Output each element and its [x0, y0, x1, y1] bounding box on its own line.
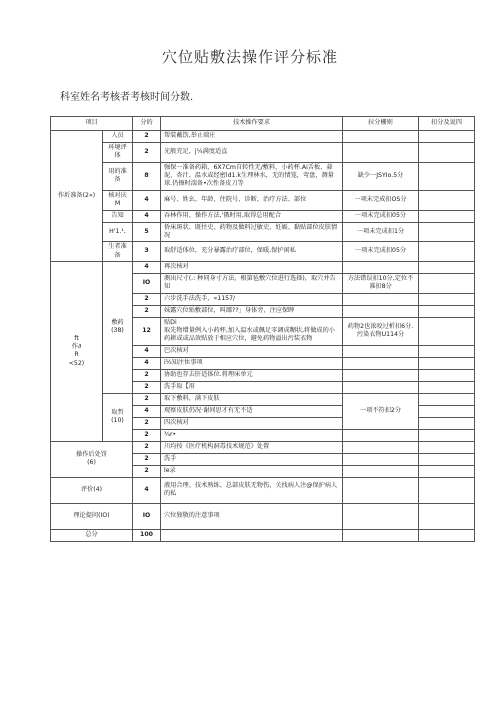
rule-cell — [343, 503, 419, 529]
rule-cell: 一项未完成扣1分 — [343, 222, 419, 242]
rule-cell — [343, 453, 419, 465]
notes-cell — [419, 190, 475, 210]
rule-cell: 方法错误扣10分,定位不准扣8分 — [343, 273, 419, 293]
subsection-label: 用的准备 — [103, 162, 133, 190]
requirement-cell: 川均按《医疗机构洞毒技术规范》处置 — [161, 441, 343, 453]
score-cell: 2 — [133, 293, 161, 305]
requirement-cell: 六步洗手法洗手，«1157/ — [161, 293, 343, 305]
table-row — [51, 477, 475, 503]
requirement-cell: ¾r• — [161, 429, 343, 441]
subsection-label: H'1.¹, — [103, 222, 133, 242]
notes-cell — [419, 261, 475, 273]
requirement-cell: 四次核对 — [161, 417, 343, 429]
score-cell: 2 — [133, 305, 161, 317]
rule-cell: 药物2也浓咬过析扣6分.污染衣物U114分 — [343, 317, 419, 345]
score-cell: 4 — [133, 345, 161, 357]
score-cell: 8 — [133, 162, 161, 190]
header-item: 项目 — [51, 117, 133, 131]
notes-cell — [419, 405, 475, 417]
total-label: 总分 — [51, 529, 133, 541]
score-cell: 4 — [133, 477, 161, 503]
notes-cell — [419, 293, 475, 305]
requirement-cell: 取下敷料，满下皮肤 — [161, 393, 343, 405]
score-cell: 4 — [133, 405, 161, 417]
rule-cell — [343, 305, 419, 317]
requirement-cell: 妹露穴位贴敷部位，叫鄙??」身体旁，注应保睥 — [161, 305, 343, 317]
table-row — [51, 441, 475, 453]
score-cell: 2 — [133, 143, 161, 163]
subsection-label: 生者准备 — [103, 242, 133, 262]
notes-cell — [419, 357, 475, 369]
requirement-cell: 测出尺寸(.: 种同身寸方法，根第毡敷穴位进行选择)，取穴并告知 — [161, 273, 343, 293]
requirement-cell: 洗手 — [161, 453, 343, 465]
score-cell: IO — [133, 503, 161, 529]
table-header-row — [51, 117, 475, 131]
table-row — [51, 162, 475, 190]
score-cell: 2 — [133, 393, 161, 405]
score-cell: 4 — [133, 210, 161, 222]
score-cell: 2 — [133, 417, 161, 429]
section-label: 评价(4) — [51, 477, 133, 503]
subsection-label: 告知 — [103, 210, 133, 222]
subsection-label: 人员 — [103, 131, 133, 143]
rule-cell — [343, 477, 419, 503]
requirement-cell: i¼知注隹事项 — [161, 357, 343, 369]
notes-cell — [419, 143, 475, 163]
notes-cell — [419, 393, 475, 405]
notes-cell — [419, 417, 475, 429]
notes-cell — [419, 242, 475, 262]
rule-cell: 缺少一JSYIo.5分 — [343, 162, 419, 190]
requirement-cell: 协助也存去肝适体位.将理床单元 — [161, 369, 343, 381]
requirement-cell: 穴位独敬的注意事项 — [161, 503, 343, 529]
subsection-label: 敷药(38) — [103, 261, 133, 393]
section-label: 理论提问(IO) — [51, 503, 133, 529]
rule-cell — [343, 465, 419, 477]
scoring-table — [50, 116, 475, 542]
requirement-cell: 麻号、姓幺、年龄、住院号、诊断、治疗方法、部位 — [161, 190, 343, 210]
rule-cell — [343, 143, 419, 163]
score-cell: 2 — [133, 429, 161, 441]
requirement-cell: 取舒适体位，充分暴露治疗部位，保暖,保护闲私 — [161, 242, 343, 262]
requirement-cell: 液用合理、技术熟练、总部皮肤无物伤，关找病人注@保护病人的私 — [161, 477, 343, 503]
requirement-cell: 观察皮肤仍况·谢问思才有无不适 — [161, 405, 343, 417]
notes-cell — [419, 529, 475, 541]
rule-cell — [343, 131, 419, 143]
score-cell: 2 — [133, 465, 161, 477]
table-row — [51, 393, 475, 405]
rule-cell — [343, 529, 419, 541]
score-cell: 3 — [133, 242, 161, 262]
table-row — [51, 261, 475, 273]
score-cell: 2 — [133, 453, 161, 465]
table-row — [51, 131, 475, 143]
rule-cell: 一项未完成扣05分 — [343, 242, 419, 262]
notes-cell — [419, 345, 475, 357]
table-row — [51, 242, 475, 262]
subsection-label: 取哲(10) — [103, 393, 133, 441]
requirement-cell — [161, 529, 343, 541]
requirement-cell: 侨床斑状、既往史、药物及做料过敏史、妊娠、黏贴部位皮肤情况 — [161, 222, 343, 242]
notes-cell — [419, 317, 475, 345]
score-cell: 2 — [133, 441, 161, 453]
requirement-cell: 帮装戴饬,举止端庄 — [161, 131, 343, 143]
notes-cell — [419, 210, 475, 222]
score-cell: 4 — [133, 357, 161, 369]
notes-cell — [419, 381, 475, 393]
rule-cell — [343, 429, 419, 441]
rule-cell: 一项未完成扣OS分 — [343, 190, 419, 210]
notes-cell — [419, 465, 475, 477]
table-row — [51, 529, 475, 541]
rule-cell — [343, 357, 419, 369]
rule-cell: 一项未完成扣05分 — [343, 210, 419, 222]
exam-info-line: 科室姓名考核者考核时间分数. — [60, 92, 194, 103]
notes-cell — [419, 441, 475, 453]
notes-cell — [419, 222, 475, 242]
requirement-cell: 再次核对 — [161, 261, 343, 273]
rule-cell: 一项不符扣2分 — [343, 393, 419, 429]
table-row — [51, 190, 475, 210]
header-deduction-notes: 扣分及说四 — [419, 117, 475, 131]
requirement-cell: 光般充足，j¼满度适直 — [161, 143, 343, 163]
header-score: 分的 — [133, 117, 161, 131]
rule-cell — [343, 345, 419, 357]
rule-cell — [343, 293, 419, 305]
score-cell: 4 — [133, 261, 161, 273]
score-cell: 2 — [133, 131, 161, 143]
table-row — [51, 210, 475, 222]
score-cell: 2 — [133, 369, 161, 381]
notes-cell — [419, 369, 475, 381]
requirement-cell: 贴Di 取先物增量例入小药杯,加入温水或佩足零调成糊状,将做成的小药耕或或品效贴放于相应穴位，避免药物溢出污装衣物 — [161, 317, 343, 345]
notes-cell — [419, 305, 475, 317]
requirement-cell: le录 — [161, 465, 343, 477]
section-label: 作圻准备(2«) — [51, 131, 103, 262]
score-cell: 12 — [133, 317, 161, 345]
total-score: 100 — [133, 529, 161, 541]
requirement-cell: 吞林作用、操作方法,'俄时用,取得总用配合 — [161, 210, 343, 222]
score-cell: 4 — [133, 190, 161, 210]
document-title: 穴位贴敷法操作评分标准 — [161, 48, 338, 66]
notes-cell — [419, 273, 475, 293]
score-cell: 5 — [133, 222, 161, 242]
score-cell: 2 — [133, 381, 161, 393]
table-row — [51, 503, 475, 529]
subsection-label: 核对庆M — [103, 190, 133, 210]
section-label: ft 作∂ R <52) — [51, 261, 103, 441]
score-cell: IO — [133, 273, 161, 293]
requirement-cell: 巴次核对 — [161, 345, 343, 357]
table-row — [51, 222, 475, 242]
notes-cell — [419, 453, 475, 465]
rule-cell — [343, 369, 419, 381]
notes-cell — [419, 162, 475, 190]
requirement-cell: 洗手取【用 — [161, 381, 343, 393]
notes-cell — [419, 477, 475, 503]
notes-cell — [419, 503, 475, 529]
rule-cell — [343, 381, 419, 393]
requirement-cell: 强保一准备药箱、6X7Cm自转性无/敷料，小药杯.Ai舌板、蒜泥、杏汁、温水或经密ld1.k生理林水，无的情笼，弯盘，测量球.仍擦时湍备•次性备皮刀等 — [161, 162, 343, 190]
header-deduction-rules: 拉分栅则 — [343, 117, 419, 131]
table-row — [51, 143, 475, 163]
rule-cell — [343, 441, 419, 453]
notes-cell — [419, 131, 475, 143]
subsection-label: 环境评体 — [103, 143, 133, 163]
notes-cell — [419, 429, 475, 441]
rule-cell — [343, 261, 419, 273]
section-label: 操作后处罚 (6) — [51, 441, 133, 477]
header-requirements: 技术操作要求 — [161, 117, 343, 131]
